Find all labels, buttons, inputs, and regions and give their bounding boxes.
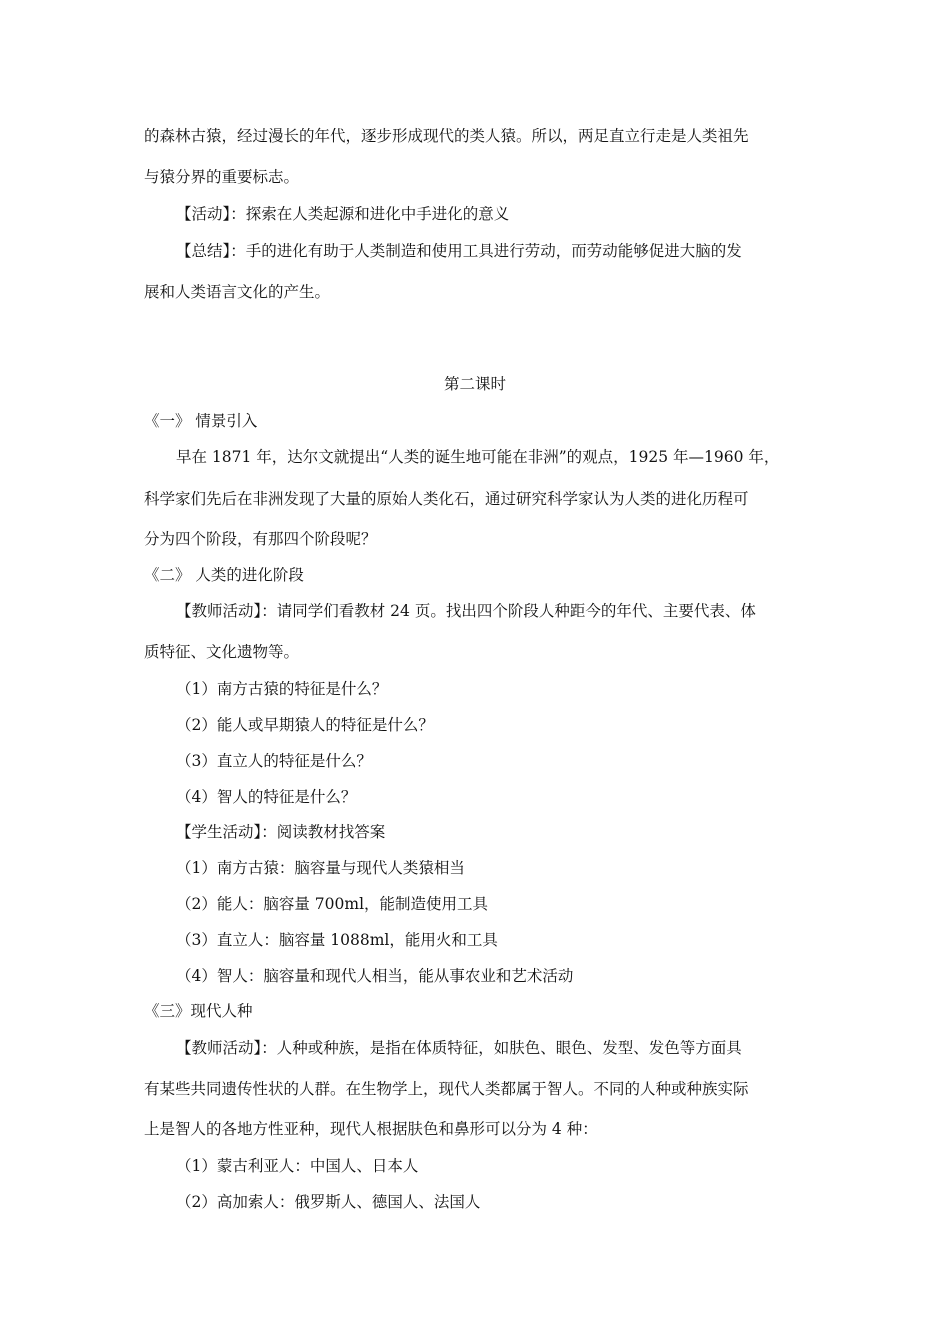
list-item: （2）高加索人：俄罗斯人、德国人、法国人 [176, 1193, 481, 1211]
text-line: 质特征、文化遗物等。 [144, 643, 300, 661]
text-line: 【教师活动】：人种或种族，是指在体质特征，如肤色、眼色、发型、发色等方面具 [176, 1039, 742, 1057]
text-line: 有某些共同遗传性状的人群。在生物学上，现代人类都属于智人。不同的人种或种族实际 [144, 1080, 749, 1098]
text-line: 【学生活动】：阅读教材找答案 [176, 823, 386, 841]
section-heading: 《三》现代人种 [144, 1002, 253, 1020]
section-title: 第二课时 [443, 375, 506, 393]
text-line: 【教师活动】：请同学们看教材 24 页。找出四个阶段人种距今的年代、主要代表、体 [176, 602, 756, 620]
text-line: 早在 1871 年，达尔文就提出“人类的诞生地可能在非洲”的观点，1925 年—1960 年， [176, 448, 780, 466]
text-line: 上是智人的各地方性亚种，现代人根据肤色和鼻形可以分为 4 种： [144, 1120, 598, 1138]
text-line: 与猿分界的重要标志。 [144, 168, 300, 186]
text-line: 【总结】：手的进化有助于人类制造和使用工具进行劳动，而劳动能够促进大脑的发 [176, 242, 742, 260]
text-line: 科学家们先后在非洲发现了大量的原始人类化石，通过研究科学家认为人类的进化历程可 [144, 490, 749, 508]
list-item: （3）直立人的特征是什么？ [176, 752, 372, 770]
text-line: 【活动】：探索在人类起源和进化中手进化的意义 [176, 205, 510, 223]
section-heading: 《二》 人类的进化阶段 [144, 566, 304, 584]
list-item: （4）智人的特征是什么？ [176, 788, 357, 806]
text-line: 分为四个阶段，有那四个阶段呢？ [144, 530, 377, 548]
list-item: （4）智人：脑容量和现代人相当，能从事农业和艺术活动 [176, 967, 574, 985]
list-item: （2）能人：脑容量 700ml，能制造使用工具 [176, 895, 489, 913]
list-item: （1）南方古猿：脑容量与现代人类猿相当 [176, 859, 465, 877]
list-item: （1）蒙古利亚人：中国人、日本人 [176, 1157, 419, 1175]
list-item: （1）南方古猿的特征是什么？ [176, 680, 388, 698]
text-line: 展和人类语言文化的产生。 [144, 283, 331, 301]
list-item: （2）能人或早期猿人的特征是什么？ [176, 716, 434, 734]
section-heading: 《一》 情景引入 [144, 412, 258, 430]
list-item: （3）直立人：脑容量 1088ml，能用火和工具 [176, 931, 498, 949]
text-line: 的森林古猿，经过漫长的年代，逐步形成现代的类人猿。所以，两足直立行走是人类祖先 [144, 127, 749, 145]
